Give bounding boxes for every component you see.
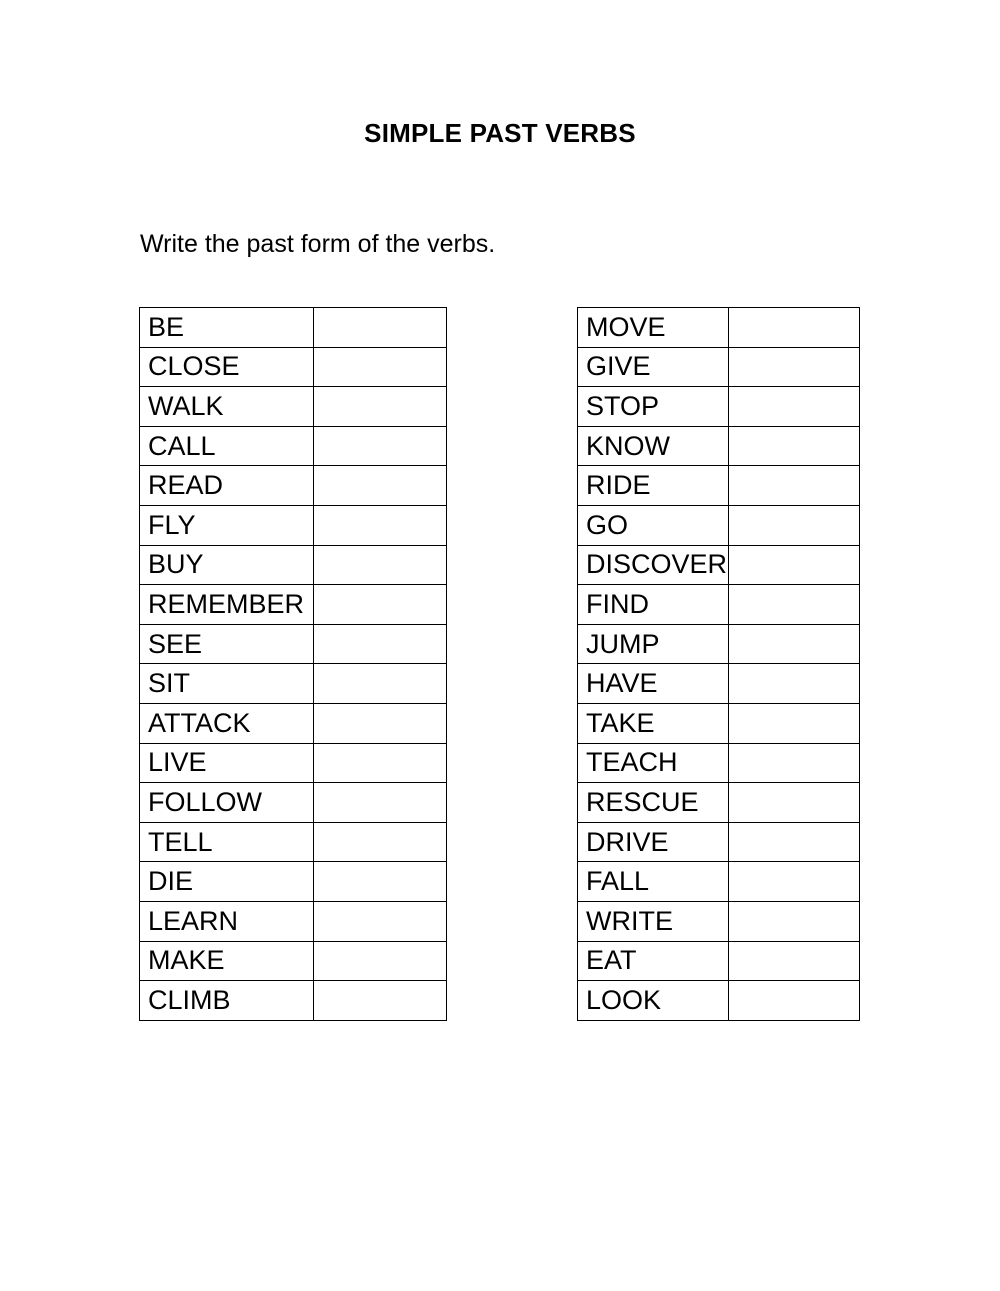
answer-cell[interactable] xyxy=(314,347,447,387)
table-row xyxy=(578,466,860,506)
verb-cell: GIVE xyxy=(578,347,729,387)
verb-cell: SEE xyxy=(140,624,314,664)
verb-cell: FLY xyxy=(140,505,314,545)
table-row xyxy=(578,585,860,625)
table-row xyxy=(578,387,860,427)
answer-cell[interactable] xyxy=(314,941,447,981)
answer-cell[interactable] xyxy=(314,426,447,466)
verb-cell: MAKE xyxy=(140,941,314,981)
table-row xyxy=(578,664,860,704)
verb-cell: LIVE xyxy=(140,743,314,783)
answer-cell[interactable] xyxy=(314,743,447,783)
verb-cell: TAKE xyxy=(578,703,729,743)
answer-cell[interactable] xyxy=(314,585,447,625)
verb-cell: FIND xyxy=(578,585,729,625)
verb-cell: EAT xyxy=(578,941,729,981)
answer-cell[interactable] xyxy=(729,624,860,664)
verb-cell: CLOSE xyxy=(140,347,314,387)
table-row xyxy=(578,941,860,981)
table-row xyxy=(140,862,447,902)
verb-cell: RIDE xyxy=(578,466,729,506)
table-row xyxy=(140,822,447,862)
answer-cell[interactable] xyxy=(314,466,447,506)
answer-cell[interactable] xyxy=(314,624,447,664)
answer-cell[interactable] xyxy=(314,664,447,704)
answer-cell[interactable] xyxy=(729,585,860,625)
verb-cell: BE xyxy=(140,308,314,348)
table-row xyxy=(140,505,447,545)
verb-cell: LOOK xyxy=(578,981,729,1021)
answer-cell[interactable] xyxy=(729,387,860,427)
answer-cell[interactable] xyxy=(729,664,860,704)
table-row xyxy=(140,783,447,823)
table-row xyxy=(578,783,860,823)
verb-cell: JUMP xyxy=(578,624,729,664)
table-row xyxy=(140,901,447,941)
verb-table-left xyxy=(139,307,447,1021)
answer-cell[interactable] xyxy=(729,981,860,1021)
verb-table-right xyxy=(577,307,860,1021)
answer-cell[interactable] xyxy=(314,308,447,348)
answer-cell[interactable] xyxy=(729,783,860,823)
verb-cell: SIT xyxy=(140,664,314,704)
verb-cell: TEACH xyxy=(578,743,729,783)
table-row xyxy=(140,347,447,387)
verb-cell: TELL xyxy=(140,822,314,862)
verb-cell: ATTACK xyxy=(140,703,314,743)
table-row xyxy=(578,862,860,902)
answer-cell[interactable] xyxy=(729,743,860,783)
verb-cell: READ xyxy=(140,466,314,506)
verb-cell: RESCUE xyxy=(578,783,729,823)
answer-cell[interactable] xyxy=(314,783,447,823)
answer-cell[interactable] xyxy=(729,466,860,506)
verb-cell: FALL xyxy=(578,862,729,902)
verb-cell: MOVE xyxy=(578,308,729,348)
instruction-text: Write the past form of the verbs. xyxy=(140,230,496,258)
answer-cell[interactable] xyxy=(729,505,860,545)
table-row xyxy=(140,466,447,506)
table-row xyxy=(578,743,860,783)
answer-cell[interactable] xyxy=(314,862,447,902)
verb-table-left-body xyxy=(140,308,447,1021)
table-row xyxy=(140,624,447,664)
verb-table-right-body xyxy=(578,308,860,1021)
table-row xyxy=(578,703,860,743)
verb-cell: WRITE xyxy=(578,901,729,941)
table-row xyxy=(578,822,860,862)
table-row xyxy=(578,347,860,387)
table-row xyxy=(140,941,447,981)
verb-cell: WALK xyxy=(140,387,314,427)
verb-cell: STOP xyxy=(578,387,729,427)
answer-cell[interactable] xyxy=(314,981,447,1021)
verb-cell: FOLLOW xyxy=(140,783,314,823)
table-row xyxy=(578,426,860,466)
verb-cell: CALL xyxy=(140,426,314,466)
table-row xyxy=(140,743,447,783)
table-row xyxy=(578,981,860,1021)
answer-cell[interactable] xyxy=(729,862,860,902)
answer-cell[interactable] xyxy=(729,703,860,743)
table-row xyxy=(578,505,860,545)
verb-cell: LEARN xyxy=(140,901,314,941)
verb-cell: KNOW xyxy=(578,426,729,466)
answer-cell[interactable] xyxy=(729,941,860,981)
verb-cell: REMEMBER xyxy=(140,585,314,625)
verb-cell: CLIMB xyxy=(140,981,314,1021)
table-row xyxy=(140,426,447,466)
verb-cell: HAVE xyxy=(578,664,729,704)
answer-cell[interactable] xyxy=(314,505,447,545)
table-row xyxy=(140,585,447,625)
verb-cell: GO xyxy=(578,505,729,545)
answer-cell[interactable] xyxy=(729,545,860,585)
table-row xyxy=(140,387,447,427)
answer-cell[interactable] xyxy=(314,822,447,862)
page-title: SIMPLE PAST VERBS xyxy=(364,118,636,148)
table-row xyxy=(140,703,447,743)
answer-cell[interactable] xyxy=(729,901,860,941)
answer-cell[interactable] xyxy=(314,703,447,743)
answer-cell[interactable] xyxy=(314,545,447,585)
table-row xyxy=(578,308,860,348)
table-row xyxy=(140,981,447,1021)
table-row xyxy=(140,308,447,348)
answer-cell[interactable] xyxy=(729,308,860,348)
verb-cell: BUY xyxy=(140,545,314,585)
answer-cell[interactable] xyxy=(314,901,447,941)
answer-cell[interactable] xyxy=(729,822,860,862)
table-row xyxy=(578,901,860,941)
table-row xyxy=(578,545,860,585)
answer-cell[interactable] xyxy=(314,387,447,427)
table-row xyxy=(578,624,860,664)
verb-cell: DIE xyxy=(140,862,314,902)
table-row xyxy=(140,664,447,704)
table-row xyxy=(140,545,447,585)
verb-cell: DISCOVER xyxy=(578,545,729,585)
answer-cell[interactable] xyxy=(729,347,860,387)
verb-cell: DRIVE xyxy=(578,822,729,862)
answer-cell[interactable] xyxy=(729,426,860,466)
